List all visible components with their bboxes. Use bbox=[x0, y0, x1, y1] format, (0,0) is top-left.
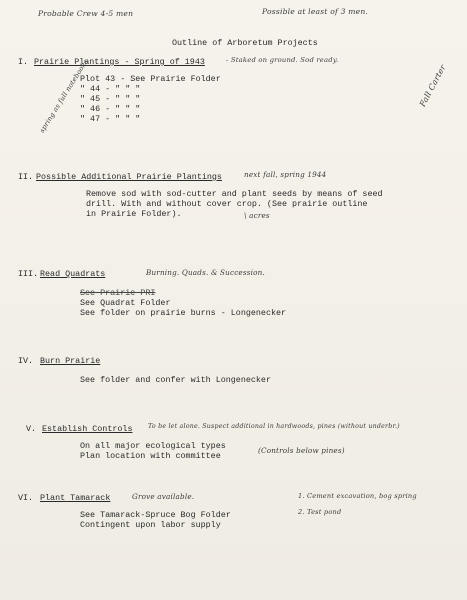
section-6-heading: Plant Tamarack bbox=[40, 493, 111, 503]
header-hand-note-right: Possible at least of 3 men. bbox=[262, 7, 369, 16]
section-2-body-line: drill. With and without cover crop. (See prairie outline bbox=[86, 199, 368, 209]
section-5-hand-note-side: (Controls below pines) bbox=[258, 446, 345, 455]
section-6-hand-list-item: 2. Test pond bbox=[298, 508, 342, 516]
section-2-body-line: Remove sod with sod-cutter and plant seeds by means of seed bbox=[86, 189, 383, 199]
section-1-hand-note: - Staked on ground. Sod ready. bbox=[226, 56, 339, 64]
section-6-numeral: VI. bbox=[18, 493, 34, 503]
section-6-hand-list-item: 1. Cement excavation, bog spring bbox=[298, 492, 417, 500]
section-3-body-line: See Quadrat Folder bbox=[80, 298, 171, 308]
page-title: Outline of Arboretum Projects bbox=[172, 38, 318, 48]
section-3-struck-line: See Prairie PRI bbox=[80, 288, 156, 298]
plot-row: " 44 - " " " bbox=[80, 84, 141, 94]
section-6-body-line: Contingent upon labor supply bbox=[80, 520, 221, 530]
plot-row: " 47 - " " " bbox=[80, 114, 141, 124]
plot-row: Plot 43 - See Prairie Folder bbox=[80, 74, 221, 84]
section-2-body-line: in Prairie Folder). bbox=[86, 209, 182, 219]
section-3-numeral: III. bbox=[18, 269, 39, 279]
section-6-body-line: See Tamarack-Spruce Bog Folder bbox=[80, 510, 231, 520]
margin-note-left: spring as full notebooks bbox=[38, 57, 90, 135]
section-3-heading: Read Quadrats bbox=[40, 269, 106, 279]
margin-note-right: Fall Carter bbox=[418, 63, 448, 109]
section-5-hand-note: To be let alone. Suspect additional in hardwoods, pines (without underbr.) bbox=[148, 423, 400, 430]
header-hand-note-left: Probable Crew 4-5 men bbox=[38, 9, 134, 18]
section-1-numeral: I. bbox=[18, 57, 29, 67]
section-4-numeral: IV. bbox=[18, 356, 34, 366]
section-5-numeral: V. bbox=[26, 424, 37, 434]
section-3-body-line: See folder on prairie burns - Longenecker bbox=[80, 308, 287, 318]
section-2-heading: Possible Additional Prairie Plantings bbox=[36, 172, 222, 182]
section-2-numeral: II. bbox=[18, 172, 34, 182]
plot-row: " 46 - " " " bbox=[80, 104, 141, 114]
section-2-hand-note-small: \ acres bbox=[244, 211, 270, 220]
section-6-hand-note: Grove available. bbox=[132, 492, 195, 501]
section-2-hand-note: next fall, spring 1944 bbox=[244, 170, 327, 179]
section-3-hand-note: Burning. Quads. & Succession. bbox=[146, 268, 265, 277]
section-5-body-line: Plan location with committee bbox=[80, 451, 221, 461]
section-4-heading: Burn Prairie bbox=[40, 356, 101, 366]
section-4-body-line: See folder and confer with Longenecker bbox=[80, 375, 271, 385]
section-5-heading: Establish Controls bbox=[42, 424, 133, 434]
plot-row: " 45 - " " " bbox=[80, 94, 141, 104]
section-5-body-line: On all major ecological types bbox=[80, 441, 226, 451]
section-1-heading: Prairie Plantings - Spring of 1943 bbox=[34, 57, 205, 67]
